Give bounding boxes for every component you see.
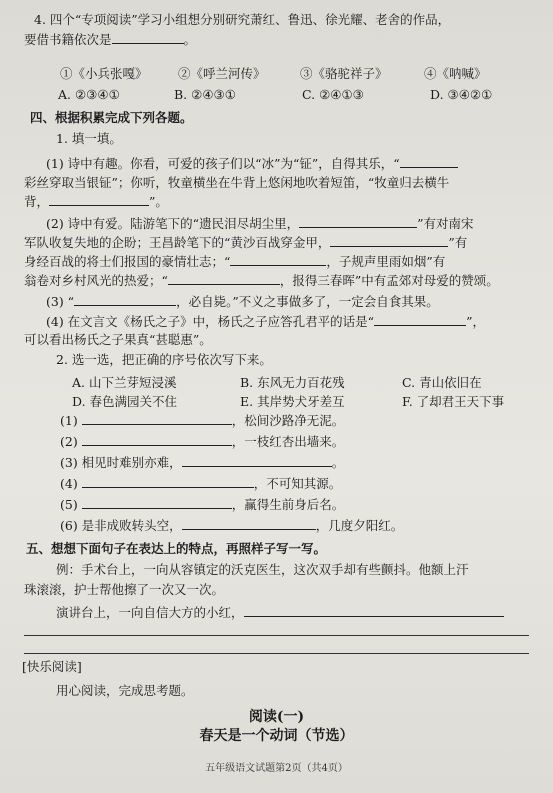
s4-fill-3-text: (3) 相见时难别亦难， <box>60 455 182 470</box>
s4-q2-text-c-mid: ，子规声里雨如烟”有 <box>326 254 446 269</box>
q4-book-4: ④《呐喊》 <box>424 66 487 81</box>
q4-stem-text: 要借书籍依次是 <box>24 32 112 47</box>
q4-choice-d[interactable]: D. ③④②① <box>430 87 493 102</box>
s4-opt-b: B. 东风无力百花残 <box>240 375 345 390</box>
s4-fill-4 <box>60 475 341 492</box>
s4-fill-4-blank[interactable] <box>82 475 254 488</box>
reading-instruction: 用心阅读，完成思考题。 <box>56 683 194 698</box>
s4-fill-3-end: 。 <box>331 455 345 470</box>
s4-q1-text-c-end: ”。 <box>149 194 168 209</box>
s4-q4-blank[interactable] <box>374 313 466 326</box>
section4-heading: 四、根据积累完成下列各题。 <box>30 110 193 125</box>
s4-opt-d: D. 春色满园关不住 <box>72 394 178 409</box>
s4-fill-5-blank[interactable] <box>82 496 232 509</box>
reading-title-2: 春天是一个动词（节选） <box>199 728 354 744</box>
section4-sub1: 1. 填一填。 <box>56 131 122 146</box>
s4-fill-4-text: ，不可知其源。 <box>253 476 342 491</box>
q4-book-2: ②《呼兰河传》 <box>178 66 266 81</box>
s4-q2-text-b-end: ”有 <box>448 235 468 250</box>
s4-q3-blank[interactable] <box>74 293 176 306</box>
s4-q4-text-a: (4) 在文言文《杨氏之子》中，杨氏之子应答孔君平的话是“ <box>46 314 375 329</box>
section4-sub2: 2. 选一选，把正确的序号依次写下来。 <box>56 352 272 367</box>
s4-q1-line1 <box>46 155 458 172</box>
q4-choice-c[interactable]: C. ②④①③ <box>302 87 364 102</box>
s4-q3-line <box>46 293 439 310</box>
s5-answer-rule-1[interactable] <box>24 635 529 636</box>
q4-answer-blank[interactable] <box>112 31 184 44</box>
s4-opt-a: A. 山下兰芽短浸溪 <box>72 375 177 390</box>
q4-stem-line2 <box>24 31 196 48</box>
s4-fill-3 <box>60 454 344 471</box>
section5-heading: 五、想想下面句子在表达上的特点，再照样子写一写。 <box>26 541 327 556</box>
s4-fill-5-num: (5) <box>60 497 78 512</box>
s5-task-blank[interactable] <box>244 604 504 617</box>
reading-label: [快乐阅读] <box>22 659 82 674</box>
s4-q1-blank-b[interactable] <box>49 193 149 206</box>
s4-fill-1-num: (1) <box>60 413 78 428</box>
s4-opt-c: C. 青山依旧在 <box>402 375 482 390</box>
q4-book-3: ③《骆驼祥子》 <box>300 66 388 81</box>
s4-fill-5 <box>60 496 344 513</box>
s4-q2-line2 <box>24 234 467 251</box>
s4-q2-text-d-mid: ，报得三春晖”中有孟郊对母爱的赞颂。 <box>279 273 499 288</box>
s4-fill-2-num: (2) <box>60 434 78 449</box>
s4-q4-line1 <box>46 313 485 330</box>
s4-q1-line2: 彩丝穿取当银钲”；你听，牧童横坐在牛背上悠闲地吹着短笛，“牧童归去横牛 <box>24 175 450 190</box>
s4-fill-6-text: (6) 是非成败转头空， <box>60 518 182 533</box>
s4-fill-2-blank[interactable] <box>82 433 232 446</box>
reading-title-1: 阅读(一) <box>248 709 305 725</box>
q4-choice-b[interactable]: B. ②④③① <box>174 87 236 102</box>
s4-q3-text-end: ，必自毙。”不义之事做多了，一定会自食其果。 <box>176 294 439 309</box>
s4-q2-text-a-end: ”有对南宋 <box>417 216 474 231</box>
s4-fill-1 <box>60 412 344 429</box>
s4-q4-line2: 可以看出杨氏之子果真“甚聪惠”。 <box>24 332 212 347</box>
s4-q2-blank-d[interactable] <box>168 272 280 285</box>
s4-fill-2-text: ，一枝红杏出墙来。 <box>231 434 345 449</box>
s4-fill-3-blank[interactable] <box>182 454 332 467</box>
s4-q1-blank-a[interactable] <box>400 155 458 168</box>
s5-task-text: 演讲台上，一向自信大方的小红， <box>56 605 244 620</box>
s4-fill-6-blank[interactable] <box>182 517 316 530</box>
s4-fill-2 <box>60 433 344 450</box>
s4-fill-1-text: ，松间沙路净无泥。 <box>231 413 345 428</box>
s4-fill-5-text: ，赢得生前身后名。 <box>231 497 345 512</box>
q4-choice-a[interactable]: A. ②③④① <box>58 87 120 102</box>
s4-fill-6 <box>60 517 403 534</box>
s4-q1-line3 <box>24 193 168 210</box>
q4-stem-line1: 4. 四个“专项阅读”学习小组想分别研究萧红、鲁迅、徐光耀、老舍的作品， <box>34 12 451 27</box>
s4-q2-line4 <box>24 272 499 289</box>
s4-q2-text-d: 翁卷对乡村风光的热爱；“ <box>24 273 168 288</box>
s4-q3-text: (3) “ <box>46 294 75 309</box>
s4-q1-text-a: (1) 诗中有趣。你看，可爱的孩子们以“冰”为“钲”，自得其乐，“ <box>46 156 400 171</box>
s5-answer-rule-2[interactable] <box>24 653 529 654</box>
page-footer: 五年级语文试题第2页（共4页） <box>205 763 348 774</box>
s4-opt-e: E. 其岸势犬牙差互 <box>240 394 345 409</box>
s4-q2-text-c: 身经百战的将士们报国的豪情壮志；“ <box>24 254 231 269</box>
s4-fill-1-blank[interactable] <box>82 412 232 425</box>
s4-opt-f: F. 了却君王天下事 <box>402 394 505 409</box>
q4-stem-end: 。 <box>183 32 197 47</box>
s4-q2-line1 <box>46 215 473 232</box>
s4-q2-text-a: (2) 诗中有爱。陆游笔下的“遗民泪尽胡尘里， <box>46 216 300 231</box>
s4-q2-blank-b[interactable] <box>330 234 448 247</box>
s4-q2-text-b: 军队收复失地的企盼；王昌龄笔下的“黄沙百战穿金甲， <box>24 235 331 250</box>
s4-q2-blank-a[interactable] <box>299 215 417 228</box>
s4-q4-text-a-end: ”， <box>466 314 485 329</box>
s4-q1-text-c: 背， <box>24 194 50 209</box>
s4-q2-line3 <box>24 253 445 270</box>
s4-fill-4-num: (4) <box>60 476 78 491</box>
s5-example-line2: 珠滚滚，护士帮他擦了一次又一次。 <box>24 582 225 597</box>
s5-example-line1: 例：手术台上，一向从容镇定的沃克医生，这次双手却有些颤抖。他额上汗 <box>56 562 469 577</box>
q4-book-1: ①《小兵张嘎》 <box>60 66 148 81</box>
s4-fill-6-end: ，几度夕阳红。 <box>315 518 404 533</box>
s5-task-line <box>56 604 504 621</box>
s4-q2-blank-c[interactable] <box>230 253 326 266</box>
